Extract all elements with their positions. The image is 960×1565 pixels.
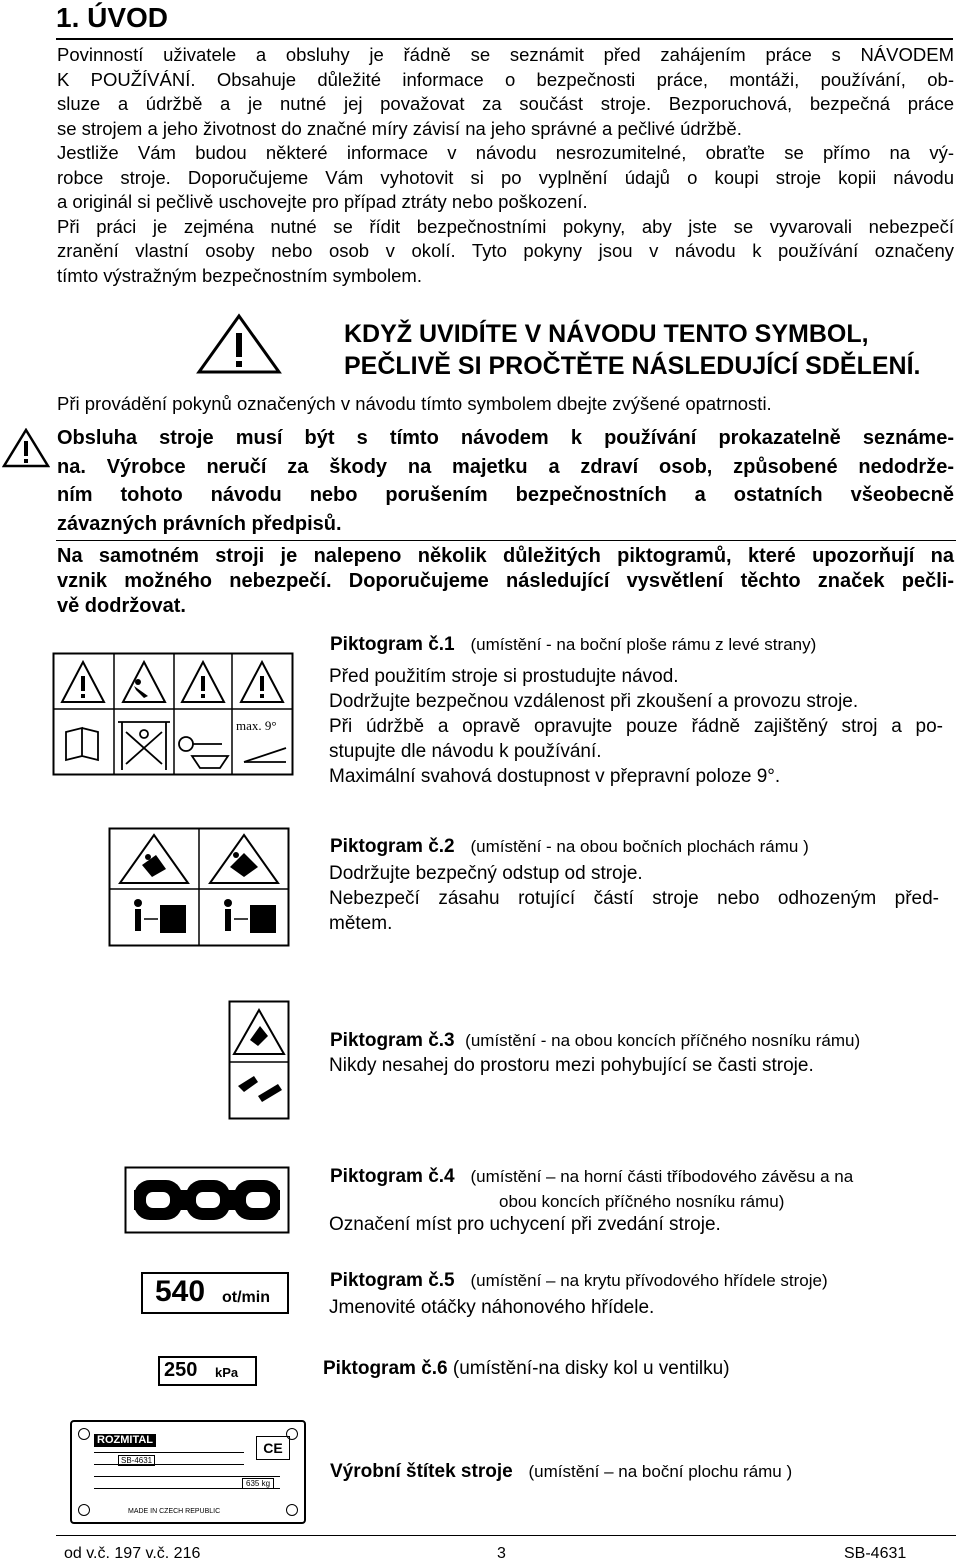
pictogram-6-name: Piktogram č.6	[323, 1358, 448, 1379]
intro-line: se strojem a jeho životnost do značné míry závisí na jeho správné a pečlivé údržbě.	[57, 117, 742, 139]
warning-triangle-icon	[196, 313, 282, 375]
pictogram-1-line: Před použitím stroje si prostudujte návod.	[329, 666, 679, 687]
nameplate-made-in: MADE IN CZECH REPUBLIC	[128, 1508, 221, 1515]
footer-right: SB-4631	[844, 1545, 907, 1562]
pictogram-3-heading	[330, 1030, 860, 1052]
pictogram-4-image	[124, 1166, 290, 1234]
pictogram-6-unit: kPa	[215, 1365, 239, 1380]
ce-mark: CE	[256, 1436, 290, 1460]
pictogram-6-heading	[323, 1358, 730, 1380]
footer-left: od v.č. 197 v.č. 216	[64, 1545, 201, 1562]
symbol-notice	[344, 318, 920, 382]
pictogram-2-heading	[330, 836, 809, 858]
nameplate-weight: 635 kg	[242, 1478, 274, 1489]
pictogram-4-location-2: obou koncích příčného nosníku rámu)	[499, 1192, 785, 1211]
pictogram-1-description	[329, 664, 943, 789]
footer-rule	[56, 1535, 956, 1536]
symbol-notice-line2: PEČLIVĚ SI PROČTĚTE NÁSLEDUJÍCÍ SDĚLENÍ.	[344, 352, 921, 380]
pictogram-3-description	[329, 1053, 814, 1078]
pictogram-5-value: 540	[155, 1275, 206, 1308]
pictogram-6-value: 250	[164, 1359, 198, 1381]
nameplate-image	[70, 1420, 306, 1524]
pictogram-1-line: Maximální svahová dostupnost v přepravní poloze 9°.	[329, 766, 781, 787]
rivet-icon	[78, 1428, 90, 1440]
intro-line: Povinností uživatele a obsluhy je řádně se seznámit před zahájením práce s NÁVODEM	[57, 44, 954, 65]
symbol-notice-line1: KDYŽ UVIDÍTE V NÁVODU TENTO SYMBOL,	[344, 320, 869, 348]
nameplate-name: Výrobní štítek stroje	[330, 1461, 513, 1482]
pictogram-intro-line: vě dodržovat.	[57, 595, 186, 617]
intro-line: tímto výstražným bezpečnostním symbolem.	[57, 264, 422, 286]
warning-line: Obsluha stroje musí být s tímto návodem k používání prokazatelně seznáme-	[57, 427, 954, 449]
rivet-icon	[286, 1504, 298, 1516]
pictogram-4-line: Označení míst pro uchycení při zvedání stroje.	[329, 1214, 721, 1235]
pictogram-3-name: Piktogram č.3	[330, 1030, 455, 1051]
nameplate-location: (umístění – na boční plochu rámu )	[528, 1462, 793, 1481]
pictogram-2-description	[329, 861, 939, 936]
warning-line: na. Výrobce neručí za škody na majetku a zdraví osob, způsobené nedodrže-	[57, 455, 954, 478]
pictogram-2-line: Nebezpečí zásahu rotující částí stroje nebo odhozeným před-	[329, 888, 939, 909]
caution-line: Při provádění pokynů označených v návodu tímto symbolem dbejte zvýšené opatrnosti.	[57, 393, 772, 414]
pictogram-intro	[57, 544, 954, 619]
warning-small-icon	[2, 428, 50, 468]
pictogram-5-description	[329, 1295, 654, 1320]
nameplate-rule	[94, 1464, 244, 1465]
page-title: 1. ÚVOD	[56, 0, 953, 40]
intro-line: robce stroje. Doporučujeme Vám vyhotovit si po vyplnění údajů o koupi stroje kopii návodu	[57, 166, 954, 188]
pictogram-3-location: (umístění - na obou koncích příčného nosníku rámu)	[465, 1031, 861, 1050]
pictogram-2-line: Dodržujte bezpečný odstup od stroje.	[329, 863, 643, 884]
pictogram-5-image	[141, 1272, 289, 1314]
pictogram-1-line: Dodržujte bezpečnou vzdálenost při zkoušení a provozu stroje.	[329, 691, 859, 712]
pictogram-1-max-slope: max. 9°	[236, 718, 277, 733]
pictogram-1-name: Piktogram č.1	[330, 634, 455, 655]
pictogram-intro-line: vznik možného nebezpečí. Doporučujeme následující vysvětlení těchto značek pečli-	[57, 570, 954, 592]
pictogram-1-location: (umístění - na boční ploše rámu z levé strany)	[470, 635, 817, 654]
nameplate-rule	[94, 1476, 280, 1477]
pictogram-1-heading	[330, 634, 816, 656]
intro-line: K POUŽÍVÁNÍ. Obsahuje důležité informace o bezpečnosti práce, montáži, používání, ob-	[57, 68, 954, 90]
intro-line: Jestliže Vám budou některé informace v návodu nesrozumitelné, obraťte se přímo na vý-	[57, 142, 954, 163]
pictogram-4-name: Piktogram č.4	[330, 1166, 455, 1187]
pictogram-2-name: Piktogram č.2	[330, 836, 455, 857]
nameplate-heading	[330, 1461, 792, 1483]
intro-line: a originál si pečlivě uschovejte pro případ ztráty nebo poškození.	[57, 191, 588, 212]
page-number: 3	[497, 1545, 506, 1562]
pictogram-4-location-cont	[499, 1191, 784, 1213]
pictogram-4-heading	[330, 1166, 853, 1188]
pictogram-2-location: (umístění - na obou bočních plochách rámu )	[470, 837, 809, 856]
rivet-icon	[78, 1504, 90, 1516]
warning-line: závazných právních předpisů.	[57, 512, 342, 535]
intro-line: zranění vlastní osoby nebo osob v okolí. Tyto pokyny jsou v návodu k používání označeny	[57, 240, 954, 261]
pictogram-6-image	[158, 1356, 257, 1386]
pictogram-3-image	[228, 1000, 290, 1120]
intro-line: sluze a údržbě a je nutné jej považovat za součást stroje. Bezporuchová, bezpečná práce	[57, 93, 954, 114]
pictogram-4-location: (umístění – na horní části tříbodového závěsu a na	[470, 1167, 854, 1186]
warning-line: ním tohoto návodu nebo porušením bezpečnostních a ostatních všeobecně	[57, 484, 954, 506]
warning-paragraph	[57, 424, 954, 538]
intro-paragraph	[57, 43, 954, 288]
divider	[56, 540, 956, 541]
pictogram-2-image	[108, 827, 290, 947]
nameplate-type: SB-4631	[118, 1455, 155, 1466]
pictogram-3-line: Nikdy nesahej do prostoru mezi pohybující se časti stroje.	[329, 1055, 814, 1076]
pictogram-5-unit: ot/min	[222, 1289, 270, 1306]
pictogram-intro-line: Na samotném stroji je nalepeno několik důležitých piktogramů, které upozorňují na	[57, 545, 954, 567]
pictogram-1-image	[52, 652, 294, 776]
pictogram-5-name: Piktogram č.5	[330, 1270, 455, 1291]
nameplate-brand: ROZMITAL	[94, 1434, 156, 1447]
pictogram-5-heading	[330, 1270, 828, 1292]
pictogram-5-line: Jmenovité otáčky náhonového hřídele.	[329, 1297, 655, 1318]
pictogram-5-location: (umístění – na krytu přívodového hřídele stroje)	[470, 1271, 828, 1290]
pictogram-4-description	[329, 1212, 721, 1237]
intro-line: Při práci je zejména nutné se řídit bezpečnostními pokyny, aby jste se vyvarovali nebezpečí	[57, 215, 954, 237]
pictogram-6-location: (umístění-na disky kol u ventilku)	[452, 1358, 730, 1379]
pictogram-2-line: mětem.	[329, 913, 393, 934]
pictogram-1-line: Při údržbě a opravě opravujte pouze řádně zajištěný stroj a po-	[329, 716, 943, 737]
pictogram-1-line: stupujte dle návodu k používání.	[329, 741, 602, 762]
nameplate-rule	[94, 1452, 244, 1453]
